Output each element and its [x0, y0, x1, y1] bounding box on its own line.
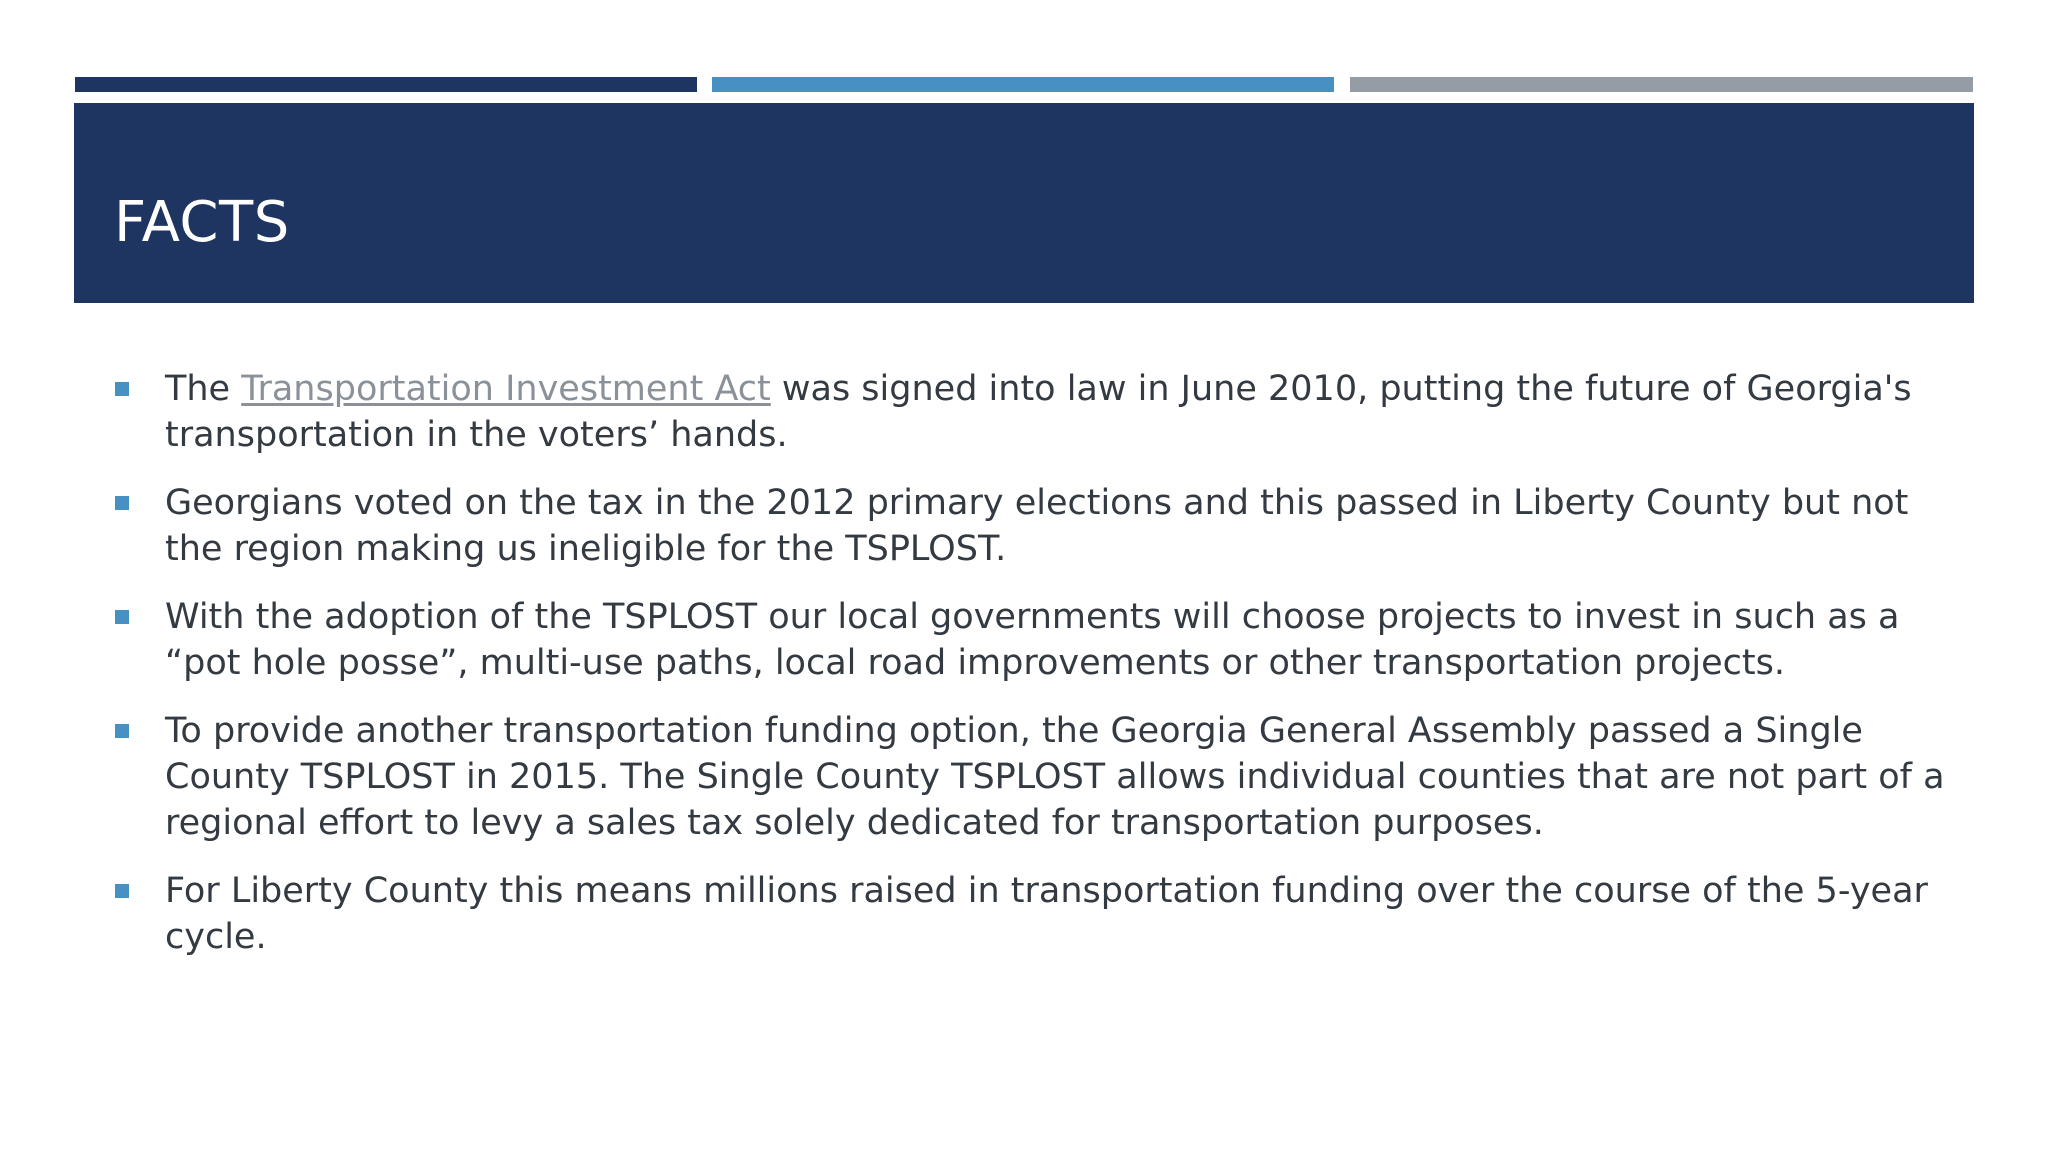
accent-stripe-blue — [712, 77, 1334, 92]
square-bullet-icon — [115, 724, 129, 738]
square-bullet-icon — [115, 610, 129, 624]
bullet-text-before-link: The — [165, 369, 242, 409]
bullet-text: Georgians voted on the tax in the 2012 primary elections and this passed in Liberty County but not the region making us ineligible for the TSPLOST. — [165, 483, 1909, 569]
bullet-text: For Liberty County this means millions raised in transportation funding over the course of the 5-year cycle. — [165, 871, 1928, 957]
bullet-item — [115, 868, 1945, 960]
bullet-list — [115, 366, 1945, 982]
bullet-text-after-link: was signed into law in June 2010, putting the future of Georgia's transportation in the voters’ hands. — [165, 369, 1912, 455]
bullet-item — [115, 708, 1945, 846]
bullet-text: With the adoption of the TSPLOST our local governments will choose projects to invest in such as a “pot hole posse”, multi-use paths, local road improvements or other transportation projects. — [165, 597, 1900, 683]
slide-title: FACTS — [114, 190, 290, 255]
square-bullet-icon — [115, 884, 129, 898]
square-bullet-icon — [115, 496, 129, 510]
square-bullet-icon — [115, 382, 129, 396]
title-band — [74, 103, 1974, 303]
bullet-text: To provide another transportation funding option, the Georgia General Assembly passed a Single County TSPLOST in 2015. The Single County TSPLOST allows individual counties that are not part of a regional effort to levy a sales tax solely dedicated for transportation purposes. — [165, 711, 1945, 843]
bullet-item — [115, 480, 1945, 572]
accent-stripe-gray — [1350, 77, 1973, 92]
transportation-investment-act-link[interactable]: Transportation Investment Act — [241, 369, 771, 409]
accent-stripe-dark — [75, 77, 697, 92]
bullet-item — [115, 366, 1945, 458]
bullet-item — [115, 594, 1945, 686]
